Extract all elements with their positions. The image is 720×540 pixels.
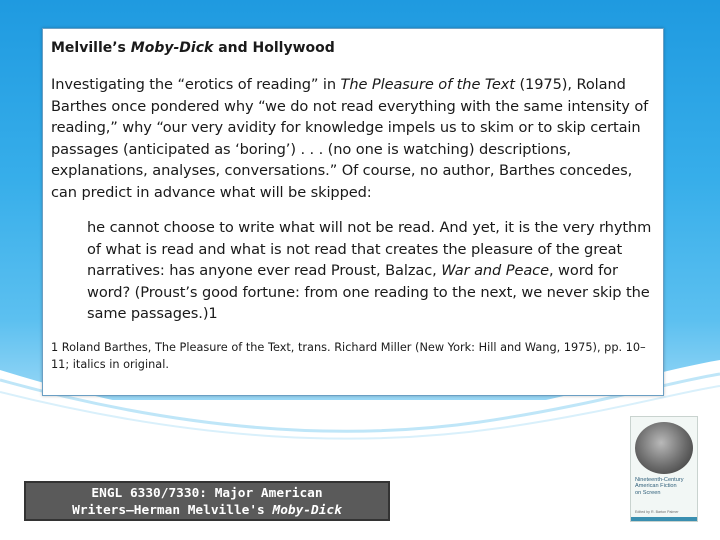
slide-title — [51, 39, 655, 57]
title-suffix: and Hollywood — [213, 40, 335, 56]
block-quote — [87, 217, 655, 325]
quote-book-title: War and Peace — [441, 262, 549, 279]
slide-content-box — [42, 28, 664, 396]
footer-line-2 — [26, 502, 388, 519]
course-footer-banner — [24, 481, 390, 521]
quote-part-1: he cannot choose to write what will not be read. And yet, it is the very rhythm of what is read and what is not read that creates the pleasure of the great narratives: has anyone ever read Proust, Balzac, — [87, 219, 652, 279]
book-title-line-1: Nineteenth-Century — [635, 477, 684, 483]
book-title-line-3: on Screen — [635, 489, 661, 496]
paragraph-part-2: (1975), Roland Barthes once pondered why “we do not read everything with the same intensity of reading,” why “our very avidity for knowledge impels us to skim or to skip certain passages (anticipated as ‘boring’) . . . (no one is watching) descriptions, explanations, analyses, conversations.” Of course, no author, Barthes concedes, can predict in advance what will be skipped: — [51, 76, 649, 201]
title-italic: Moby-Dick — [130, 40, 214, 56]
title-prefix: Melville’s — [51, 40, 131, 56]
body-paragraph — [51, 74, 655, 203]
paragraph-book-title: The Pleasure of the Text — [340, 76, 515, 93]
book-cover-title — [635, 477, 695, 496]
footer-line-1: ENGL 6330/7330: Major American — [91, 486, 323, 501]
quote-part-2: , word for word? (Proust’s good fortune: from one reading to the next, we never skip the same passages.)1 — [87, 262, 650, 322]
book-cover-editor: Edited by R. Barton Palmer — [635, 510, 679, 514]
book-title-line-2: American Fiction — [635, 483, 677, 490]
book-cover-bar — [631, 517, 697, 521]
footer-line-2-prefix: Writers—Herman Melville's — [72, 503, 273, 518]
paragraph-part-1: Investigating the “erotics of reading” in — [51, 76, 341, 93]
footer-line-2-italic: Moby-Dick — [272, 503, 342, 518]
book-cover-photo — [635, 422, 693, 474]
footnote: 1 Roland Barthes, The Pleasure of the Text, trans. Richard Miller (New York: Hill and Wang, 1975), pp. 10–11; italics in original. — [51, 340, 646, 371]
book-cover-image — [630, 416, 698, 522]
